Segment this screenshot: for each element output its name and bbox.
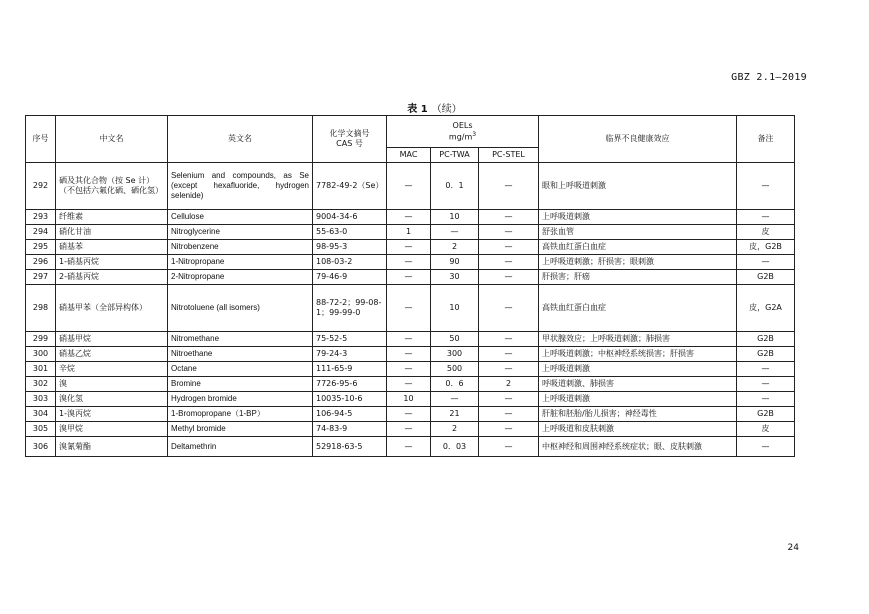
cell-cas: 98-95-3 <box>313 240 387 255</box>
cell-pc-stel: — <box>479 437 539 457</box>
cell-mac: — <box>387 210 431 225</box>
cell-health-effect: 高铁血红蛋白血症 <box>539 285 737 332</box>
cell-cas: 74-83-9 <box>313 422 387 437</box>
cell-cn-name: 辛烷 <box>56 362 168 377</box>
table-row <box>26 285 795 332</box>
cell-remark: G2B <box>737 407 795 422</box>
cell-cn-name: 硝基苯 <box>56 240 168 255</box>
cell-health-effect: 上呼吸道刺激；中枢神经系统损害；肝损害 <box>539 347 737 362</box>
cell-remark: G2B <box>737 270 795 285</box>
table-title-label: 表 1 <box>407 104 428 115</box>
cell-health-effect: 肝损害；肝癌 <box>539 270 737 285</box>
cell-pc-twa: 300 <box>431 347 479 362</box>
cell-cn-name: 溴 <box>56 377 168 392</box>
col-header-mac: MAC <box>387 148 431 163</box>
table-row <box>26 392 795 407</box>
cell-pc-stel: — <box>479 332 539 347</box>
cell-health-effect: 上呼吸道刺激 <box>539 392 737 407</box>
cell-cn-name: 硝基乙烷 <box>56 347 168 362</box>
cell-pc-twa: 50 <box>431 332 479 347</box>
cell-health-effect: 呼吸道刺激、肺损害 <box>539 377 737 392</box>
cell-cn-name: 2-硝基丙烷 <box>56 270 168 285</box>
col-header-no: 序号 <box>26 116 56 163</box>
col-header-oels-unit <box>390 131 535 143</box>
table-row <box>26 362 795 377</box>
table-row <box>26 163 795 210</box>
cell-health-effect: 上呼吸道刺激；肝损害；眼刺激 <box>539 255 737 270</box>
col-header-oels-line1: OELs <box>452 120 473 130</box>
cell-en-name: Nitroethane <box>168 347 313 362</box>
cell-no: 303 <box>26 392 56 407</box>
cell-cn-name: 硝基甲苯（全部异构体） <box>56 285 168 332</box>
cell-health-effect: 眼和上呼吸道刺激 <box>539 163 737 210</box>
cell-en-name: Methyl bromide <box>168 422 313 437</box>
cell-health-effect: 上呼吸道刺激 <box>539 362 737 377</box>
cell-health-effect: 甲状腺效应；上呼吸道刺激；肺损害 <box>539 332 737 347</box>
cell-pc-stel: — <box>479 407 539 422</box>
cell-pc-stel: — <box>479 270 539 285</box>
cell-no: 292 <box>26 163 56 210</box>
cell-health-effect: 上呼吸道和皮肤刺激 <box>539 422 737 437</box>
table-row <box>26 422 795 437</box>
cell-health-effect: 高铁血红蛋白血症 <box>539 240 737 255</box>
cell-health-effect: 上呼吸道刺激 <box>539 210 737 225</box>
cell-remark: G2B <box>737 347 795 362</box>
cell-mac: — <box>387 240 431 255</box>
cell-mac: — <box>387 270 431 285</box>
cell-no: 302 <box>26 377 56 392</box>
table-title-continued: （续） <box>431 104 462 115</box>
cell-mac: — <box>387 437 431 457</box>
page-number: 24 <box>787 543 799 553</box>
cell-no: 299 <box>26 332 56 347</box>
table-header <box>26 116 795 163</box>
table-row <box>26 270 795 285</box>
cell-pc-stel: — <box>479 392 539 407</box>
col-header-pc-twa: PC-TWA <box>431 148 479 163</box>
cell-pc-twa: — <box>431 392 479 407</box>
oels-unit-sup: 3 <box>472 130 477 138</box>
cell-cn-name: 溴甲烷 <box>56 422 168 437</box>
cell-pc-twa: 10 <box>431 210 479 225</box>
cell-no: 306 <box>26 437 56 457</box>
cell-en-name: 1-Nitropropane <box>168 255 313 270</box>
cell-cas: 88-72-2；99-08-1；99-99-0 <box>313 285 387 332</box>
cell-cas: 111-65-9 <box>313 362 387 377</box>
cell-health-effect: 舒张血管 <box>539 225 737 240</box>
col-header-remark: 备注 <box>737 116 795 163</box>
cell-en-name: 2-Nitropropane <box>168 270 313 285</box>
cell-pc-stel: — <box>479 163 539 210</box>
table-title <box>0 100 869 115</box>
cell-cn-name: 硒及其化合物（按 Se 计）（不包括六氟化硒、硒化氢） <box>56 163 168 210</box>
cell-remark: — <box>737 392 795 407</box>
table-body <box>26 163 795 457</box>
cell-en-name: Nitroglycerine <box>168 225 313 240</box>
table-row <box>26 255 795 270</box>
col-header-cas-line2: CAS 号 <box>336 139 363 148</box>
cell-pc-twa: 0．6 <box>431 377 479 392</box>
cell-pc-stel: — <box>479 225 539 240</box>
cell-mac: 10 <box>387 392 431 407</box>
cell-mac: — <box>387 347 431 362</box>
cell-pc-stel: — <box>479 255 539 270</box>
cell-pc-twa: 21 <box>431 407 479 422</box>
cell-cn-name: 纤维素 <box>56 210 168 225</box>
cell-cn-name: 溴氰菊酯 <box>56 437 168 457</box>
cell-pc-twa: 0．03 <box>431 437 479 457</box>
cell-pc-stel: — <box>479 422 539 437</box>
cell-no: 305 <box>26 422 56 437</box>
cell-pc-twa: 2 <box>431 240 479 255</box>
cell-remark: 皮，G2B <box>737 240 795 255</box>
cell-remark: — <box>737 255 795 270</box>
cell-cas: 55-63-0 <box>313 225 387 240</box>
table-row <box>26 225 795 240</box>
cell-remark: G2B <box>737 332 795 347</box>
cell-health-effect: 中枢神经和周围神经系统症状；眼、皮肤刺激 <box>539 437 737 457</box>
cell-no: 293 <box>26 210 56 225</box>
cell-remark: — <box>737 377 795 392</box>
cell-remark: — <box>737 362 795 377</box>
col-header-cn-name: 中文名 <box>56 116 168 163</box>
cell-cn-name: 硝基甲烷 <box>56 332 168 347</box>
cell-pc-twa: 2 <box>431 422 479 437</box>
cell-remark: — <box>737 163 795 210</box>
cell-cas: 108-03-2 <box>313 255 387 270</box>
cell-en-name: Nitrobenzene <box>168 240 313 255</box>
cell-pc-twa: 30 <box>431 270 479 285</box>
cell-en-name: Bromine <box>168 377 313 392</box>
oel-table <box>25 115 795 457</box>
cell-cas: 7726-95-6 <box>313 377 387 392</box>
table-row <box>26 407 795 422</box>
cell-pc-twa: 500 <box>431 362 479 377</box>
cell-pc-stel: — <box>479 285 539 332</box>
cell-cas: 106-94-5 <box>313 407 387 422</box>
cell-no: 298 <box>26 285 56 332</box>
cell-en-name: 1-Bromopropane（1-BP） <box>168 407 313 422</box>
cell-cas: 75-52-5 <box>313 332 387 347</box>
cell-no: 297 <box>26 270 56 285</box>
cell-en-name: Cellulose <box>168 210 313 225</box>
cell-en-name: Deltamethrin <box>168 437 313 457</box>
cell-mac: — <box>387 422 431 437</box>
cell-mac: — <box>387 407 431 422</box>
cell-cas: 10035-10-6 <box>313 392 387 407</box>
cell-no: 295 <box>26 240 56 255</box>
cell-en-name: Hydrogen bromide <box>168 392 313 407</box>
cell-cn-name: 1-溴丙烷 <box>56 407 168 422</box>
cell-remark: — <box>737 210 795 225</box>
cell-health-effect: 肝脏和胚胎/胎儿损害；神经毒性 <box>539 407 737 422</box>
table-row <box>26 240 795 255</box>
oels-unit-text: mg/m <box>448 132 473 142</box>
cell-en-name: Nitrotoluene (all isomers) <box>168 285 313 332</box>
col-header-cas-line1: 化学文摘号 <box>329 129 370 138</box>
cell-no: 294 <box>26 225 56 240</box>
cell-mac: — <box>387 377 431 392</box>
table-row <box>26 377 795 392</box>
cell-pc-stel: — <box>479 362 539 377</box>
table-row <box>26 210 795 225</box>
col-header-pc-stel: PC-STEL <box>479 148 539 163</box>
col-header-oels <box>387 116 539 148</box>
cell-remark: 皮，G2A <box>737 285 795 332</box>
cell-cas: 9004-34-6 <box>313 210 387 225</box>
cell-pc-stel: — <box>479 347 539 362</box>
cell-mac: 1 <box>387 225 431 240</box>
cell-remark: 皮 <box>737 422 795 437</box>
cell-no: 301 <box>26 362 56 377</box>
cell-pc-twa: 0．1 <box>431 163 479 210</box>
cell-mac: — <box>387 285 431 332</box>
cell-cas: 7782-49-2（Se） <box>313 163 387 210</box>
cell-pc-stel: — <box>479 210 539 225</box>
cell-cn-name: 1-硝基丙烷 <box>56 255 168 270</box>
cell-no: 300 <box>26 347 56 362</box>
cell-mac: — <box>387 332 431 347</box>
cell-mac: — <box>387 163 431 210</box>
cell-cn-name: 硝化甘油 <box>56 225 168 240</box>
col-header-health-effect: 临界不良健康效应 <box>539 116 737 163</box>
cell-cas: 79-24-3 <box>313 347 387 362</box>
cell-mac: — <box>387 362 431 377</box>
cell-pc-twa: 90 <box>431 255 479 270</box>
cell-cn-name: 溴化氢 <box>56 392 168 407</box>
cell-remark: — <box>737 437 795 457</box>
cell-mac: — <box>387 255 431 270</box>
standard-code: GBZ 2.1—2019 <box>731 72 807 83</box>
cell-remark: 皮 <box>737 225 795 240</box>
cell-no: 296 <box>26 255 56 270</box>
cell-cas: 52918-63-5 <box>313 437 387 457</box>
cell-pc-twa: — <box>431 225 479 240</box>
cell-en-name: Selenium and compounds, as Se (except hexafluoride, hydrogen selenide) <box>168 163 313 210</box>
cell-no: 304 <box>26 407 56 422</box>
cell-pc-twa: 10 <box>431 285 479 332</box>
cell-pc-stel: 2 <box>479 377 539 392</box>
col-header-en-name: 英文名 <box>168 116 313 163</box>
col-header-cas <box>313 116 387 163</box>
cell-en-name: Octane <box>168 362 313 377</box>
table-row <box>26 437 795 457</box>
cell-cas: 79-46-9 <box>313 270 387 285</box>
cell-en-name: Nitromethane <box>168 332 313 347</box>
table-row <box>26 347 795 362</box>
cell-pc-stel: — <box>479 240 539 255</box>
table-row <box>26 332 795 347</box>
